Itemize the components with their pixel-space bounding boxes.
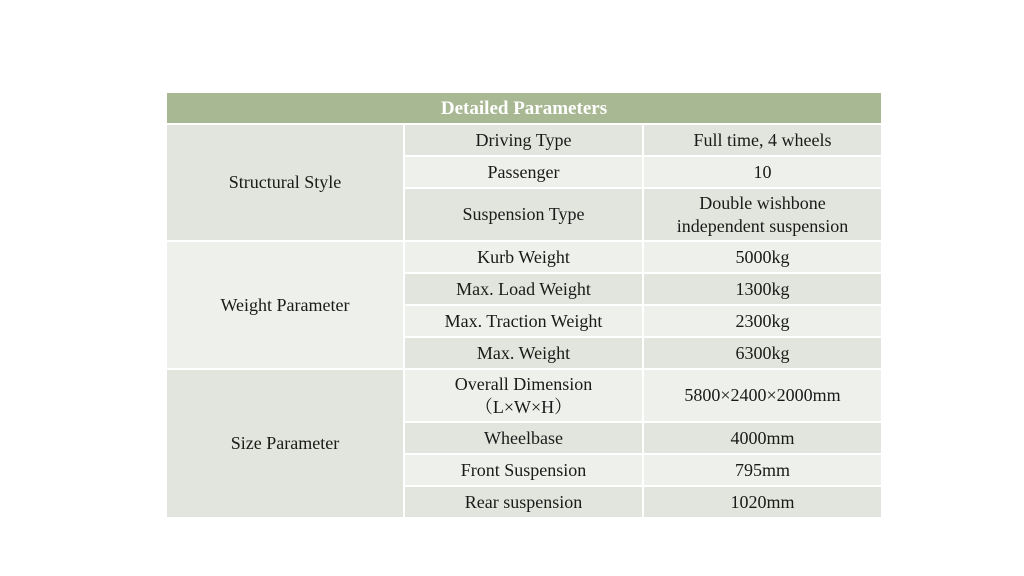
table-row <box>166 369 882 422</box>
parameter-name: Rear suspension <box>404 486 643 518</box>
parameter-name: Driving Type <box>404 124 643 156</box>
group-label-size-parameter: Size Parameter <box>166 369 404 518</box>
table-row <box>166 124 882 156</box>
parameter-name-line: Overall Dimension <box>454 373 593 394</box>
parameter-name: Max. Traction Weight <box>404 305 643 337</box>
parameter-value: 10 <box>643 156 882 188</box>
parameter-name: Suspension Type <box>404 188 643 241</box>
parameter-value-line: Double wishbone <box>699 192 826 213</box>
parameter-name: Max. Weight <box>404 337 643 369</box>
group-label-structural-style: Structural Style <box>166 124 404 241</box>
parameter-value: 1020mm <box>643 486 882 518</box>
parameter-name: Max. Load Weight <box>404 273 643 305</box>
parameter-value: 5800×2400×2000mm <box>643 369 882 422</box>
parameter-name: Wheelbase <box>404 422 643 454</box>
parameter-value: 795mm <box>643 454 882 486</box>
parameter-name: Front Suspension <box>404 454 643 486</box>
table-header-row <box>166 92 882 124</box>
parameter-value <box>643 188 882 241</box>
parameter-value: 5000kg <box>643 241 882 273</box>
parameter-value: 6300kg <box>643 337 882 369</box>
parameters-table-container <box>165 91 881 519</box>
parameter-name: Passenger <box>404 156 643 188</box>
parameter-name <box>404 369 643 422</box>
parameter-value: 4000mm <box>643 422 882 454</box>
table-row <box>166 241 882 273</box>
parameter-value-line: independent suspension <box>676 215 849 236</box>
parameter-value: 1300kg <box>643 273 882 305</box>
parameter-value: 2300kg <box>643 305 882 337</box>
parameter-name-line: （L×W×H） <box>474 396 573 417</box>
group-label-weight-parameter: Weight Parameter <box>166 241 404 369</box>
parameters-table <box>165 91 883 519</box>
parameter-name: Kurb Weight <box>404 241 643 273</box>
parameter-value: Full time, 4 wheels <box>643 124 882 156</box>
table-title: Detailed Parameters <box>166 92 882 124</box>
